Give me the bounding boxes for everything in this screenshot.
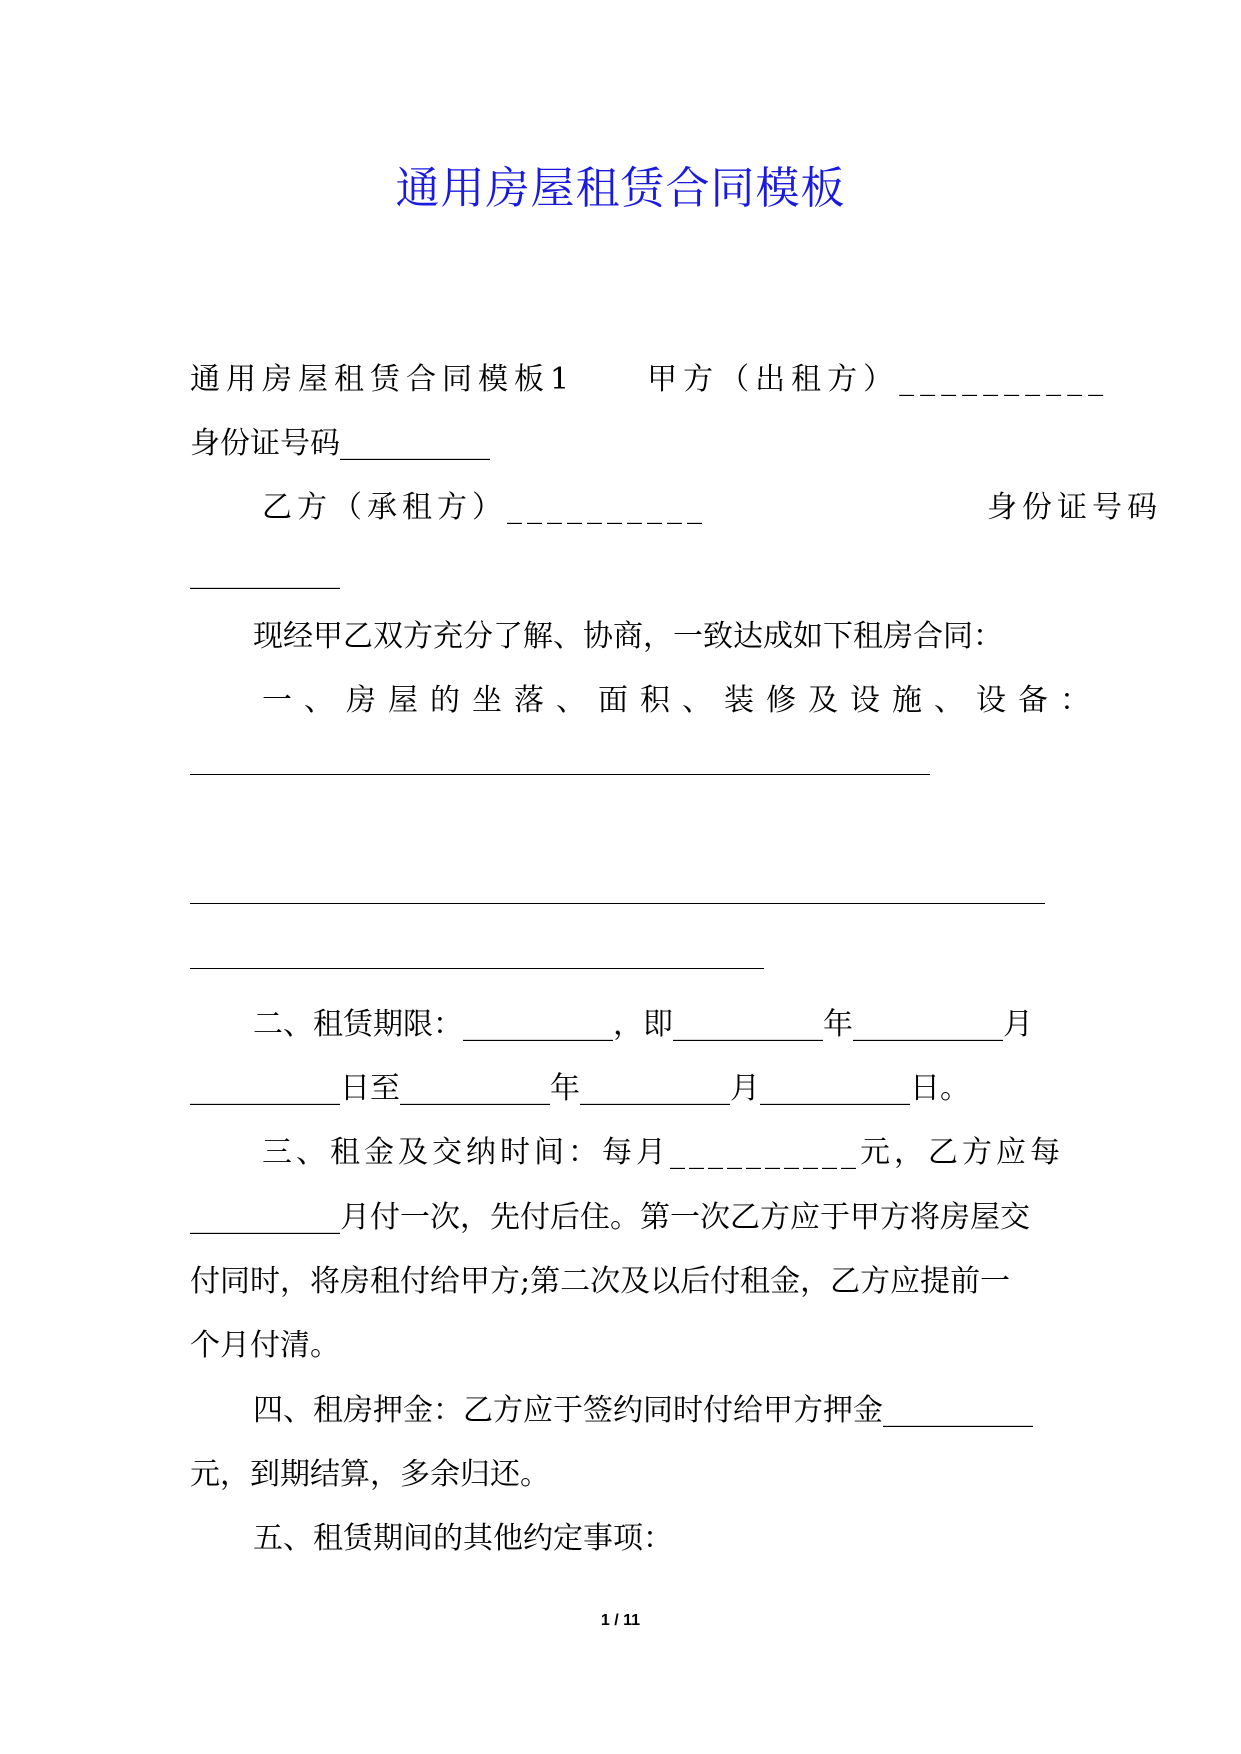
clause-3-line-2: __________月付一次，先付后住。第一次乙方应于甲方将房屋交 — [190, 1200, 1030, 1235]
page-number: 1 / 11 — [600, 1612, 641, 1629]
intro-paragraph: 现经甲乙双方充分了解、协商，一致达成如下租房合同： — [253, 619, 1003, 654]
document-title: 通用房屋租赁合同模板 — [395, 163, 846, 214]
clause-3-line-4: 个月付清。 — [190, 1328, 340, 1363]
clause-4-line-1: 四、租房押金：乙方应于签约同时付给甲方押金__________ — [253, 1393, 1033, 1428]
clause-4-line-2: 元，到期结算，多余归还。 — [190, 1457, 550, 1492]
clause-2-line-1: 二、租赁期限：__________，即__________年__________月 — [253, 1007, 1033, 1042]
party-b-line: 乙方（承租方）__________ 身份证号码 — [262, 490, 1162, 525]
blank-rule-2 — [190, 903, 1045, 904]
clause-3-line-3: 付同时，将房租付给甲方;第二次及以后付租金，乙方应提前一 — [190, 1264, 1011, 1299]
blank-rule-1 — [190, 774, 930, 775]
party-a-line: 通用房屋租赁合同模板1 甲方（出租方）__________ — [190, 362, 1110, 397]
party-b-id-line: __________ — [190, 555, 340, 590]
clause-5-heading: 五、租赁期间的其他约定事项： — [253, 1521, 673, 1556]
clause-2-line-2: __________日至__________年__________月__________日。 — [190, 1071, 970, 1106]
clause-3-line-1: 三、租金及交纳时间：每月__________元，乙方应每 — [262, 1135, 1064, 1170]
clause-1-heading: 一、房屋的坐落、面积、装修及设施、设备： — [262, 683, 1102, 718]
party-a-id-line: 身份证号码__________ — [190, 426, 490, 461]
blank-rule-3 — [190, 968, 764, 969]
